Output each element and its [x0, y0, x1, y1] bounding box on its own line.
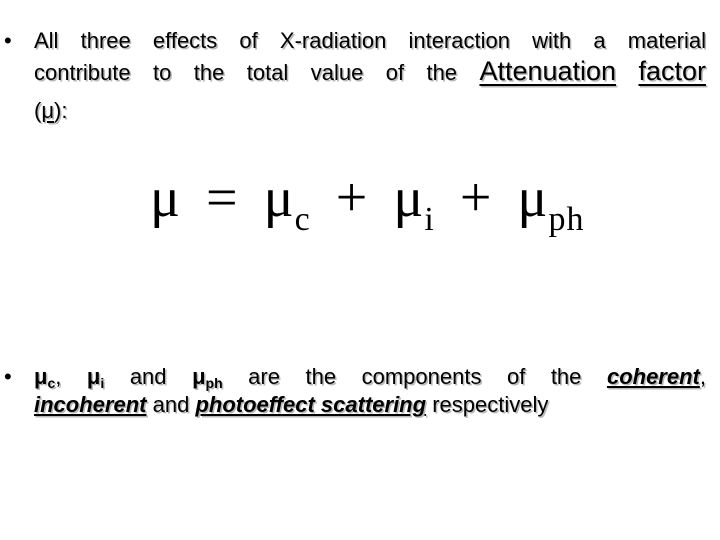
paragraph1-line1: All three effects of X-radiation interaction with a material — [34, 28, 706, 53]
attenuation-formula — [150, 167, 585, 238]
mu-symbol: μ — [41, 98, 55, 123]
formula-equals: = — [206, 167, 239, 229]
term-attenuation: Attenuation — [479, 56, 617, 86]
bullet-2: • — [4, 364, 12, 389]
close-paren-colon: ): — [54, 98, 68, 123]
term-factor: factor — [638, 56, 706, 86]
middle-text: are the components of the — [248, 364, 582, 389]
mu-ph: μ — [192, 364, 206, 389]
and-word-2: and — [152, 392, 190, 417]
formula-term1-sub: c — [294, 201, 311, 238]
mu-ph-sub: ph — [205, 375, 223, 391]
paragraph1-line3 — [34, 100, 67, 122]
paragraph1-line2 — [34, 58, 706, 86]
term-photoeffect-scattering: photoeffect scattering — [195, 392, 427, 417]
formula-term1: μ — [263, 167, 295, 229]
mu-ph-symbol — [192, 364, 223, 389]
respectively-word: respectively — [432, 392, 549, 417]
formula-plus2: + — [459, 167, 493, 229]
mu-c-sub: c — [47, 375, 56, 391]
coherent-group — [607, 364, 706, 389]
paragraph1-line2-text: contribute to the total value of the — [34, 60, 458, 85]
and-word-1: and — [129, 364, 167, 389]
mu-c: μ — [34, 364, 48, 389]
term-coherent: coherent — [606, 364, 700, 389]
formula-term3: μ — [517, 167, 549, 229]
mu-c-symbol — [34, 364, 61, 389]
formula-term3-sub: ph — [548, 201, 585, 238]
formula-plus1: + — [335, 167, 369, 229]
formula-term2: μ — [393, 167, 425, 229]
mu-i: μ — [86, 364, 101, 389]
mu-i-symbol — [87, 364, 104, 389]
formula-lhs: μ — [150, 167, 182, 229]
term-incoherent: incoherent — [34, 392, 147, 417]
paragraph2-line1 — [34, 364, 706, 391]
comma: , — [55, 364, 62, 389]
open-paren: ( — [34, 98, 42, 123]
mu-i-sub: i — [100, 375, 105, 391]
coherent-comma: , — [699, 364, 706, 389]
bullet-1: • — [4, 28, 12, 53]
formula-term2-sub: i — [424, 201, 435, 238]
paragraph2-line2 — [34, 394, 548, 416]
